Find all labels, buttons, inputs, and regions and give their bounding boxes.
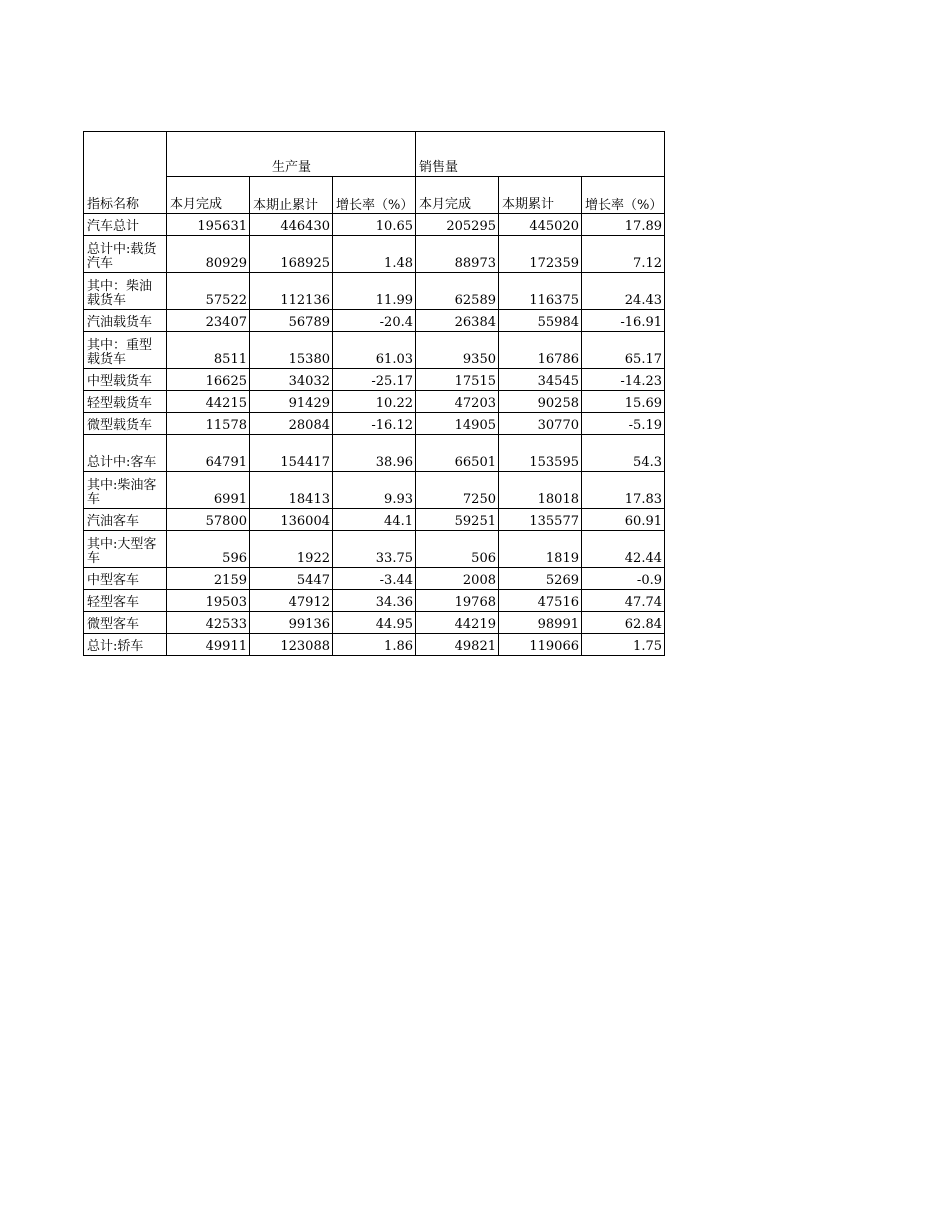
- sales-cumulative-cell[interactable]: 90258: [499, 391, 582, 413]
- sales-month-cell[interactable]: 7250: [416, 472, 499, 509]
- sales-month-cell[interactable]: 205295: [416, 214, 499, 236]
- row-label-cell[interactable]: 总计:轿车: [84, 634, 167, 656]
- row-label-cell[interactable]: 中型载货车: [84, 369, 167, 391]
- sales-cumulative-cell[interactable]: 98991: [499, 612, 582, 634]
- prod-month-cell[interactable]: 80929: [167, 236, 250, 273]
- row-label-cell[interactable]: 汽油载货车: [84, 310, 167, 332]
- row-label-cell[interactable]: 微型客车: [84, 612, 167, 634]
- row-label-cell[interactable]: 轻型客车: [84, 590, 167, 612]
- prod-growth-cell[interactable]: 11.99: [333, 273, 416, 310]
- sales-cumulative-cell[interactable]: 55984: [499, 310, 582, 332]
- prod-cumulative-cell[interactable]: 34032: [250, 369, 333, 391]
- prod-cumulative-cell[interactable]: 18413: [250, 472, 333, 509]
- production-group-header[interactable]: 生产量: [167, 132, 416, 177]
- table-row: [84, 310, 665, 332]
- prod-month-cell[interactable]: 42533: [167, 612, 250, 634]
- prod-growth-cell[interactable]: 38.96: [333, 435, 416, 472]
- prod-month-cell[interactable]: 44215: [167, 391, 250, 413]
- row-label-cell[interactable]: 其中:柴油客车: [84, 472, 167, 509]
- row-label-cell[interactable]: 汽车总计: [84, 214, 167, 236]
- prod-growth-cell[interactable]: 1.86: [333, 634, 416, 656]
- sales-growth-cell[interactable]: -16.91: [582, 310, 665, 332]
- prod-growth-cell[interactable]: 34.36: [333, 590, 416, 612]
- prod-month-cell[interactable]: 16625: [167, 369, 250, 391]
- sales-growth-cell[interactable]: -14.23: [582, 369, 665, 391]
- table-row: [84, 612, 665, 634]
- prod-cumulative-cell[interactable]: 1922: [250, 531, 333, 568]
- table-row: [84, 568, 665, 590]
- prod-cumulative-cell[interactable]: 99136: [250, 612, 333, 634]
- prod-month-cell[interactable]: 8511: [167, 332, 250, 369]
- row-label-cell[interactable]: 总计中:载货汽车: [84, 236, 167, 273]
- prod-cumulative-header[interactable]: 本期止累计: [250, 177, 333, 214]
- sales-cumulative-cell[interactable]: 135577: [499, 509, 582, 531]
- sales-month-cell[interactable]: 59251: [416, 509, 499, 531]
- prod-month-cell[interactable]: 23407: [167, 310, 250, 332]
- prod-month-cell[interactable]: 57522: [167, 273, 250, 310]
- sales-month-cell[interactable]: 47203: [416, 391, 499, 413]
- prod-cumulative-cell[interactable]: 15380: [250, 332, 333, 369]
- sales-cumulative-cell[interactable]: 16786: [499, 332, 582, 369]
- prod-cumulative-cell[interactable]: 154417: [250, 435, 333, 472]
- prod-month-cell[interactable]: 2159: [167, 568, 250, 590]
- table-row: [84, 509, 665, 531]
- sales-month-cell[interactable]: 26384: [416, 310, 499, 332]
- sales-cumulative-cell[interactable]: 1819: [499, 531, 582, 568]
- prod-growth-cell[interactable]: -16.12: [333, 413, 416, 435]
- sales-growth-cell[interactable]: -0.9: [582, 568, 665, 590]
- sales-cumulative-cell[interactable]: 172359: [499, 236, 582, 273]
- prod-month-cell[interactable]: 49911: [167, 634, 250, 656]
- table-row: [84, 214, 665, 236]
- table-row: [84, 332, 665, 369]
- sales-growth-cell[interactable]: 42.44: [582, 531, 665, 568]
- sales-growth-cell[interactable]: 17.89: [582, 214, 665, 236]
- table-row: [84, 236, 665, 273]
- prod-growth-cell[interactable]: -25.17: [333, 369, 416, 391]
- prod-cumulative-cell[interactable]: 112136: [250, 273, 333, 310]
- sales-month-cell[interactable]: 44219: [416, 612, 499, 634]
- sales-cumulative-cell[interactable]: 34545: [499, 369, 582, 391]
- prod-growth-cell[interactable]: 10.65: [333, 214, 416, 236]
- row-label-cell[interactable]: 中型客车: [84, 568, 167, 590]
- sales-month-cell[interactable]: 9350: [416, 332, 499, 369]
- sales-group-header[interactable]: 销售量: [416, 132, 665, 177]
- prod-growth-cell[interactable]: -20.4: [333, 310, 416, 332]
- sales-growth-cell[interactable]: 17.83: [582, 472, 665, 509]
- sales-growth-cell[interactable]: 15.69: [582, 391, 665, 413]
- prod-cumulative-cell[interactable]: 56789: [250, 310, 333, 332]
- sales-cumulative-cell[interactable]: 116375: [499, 273, 582, 310]
- prod-growth-cell[interactable]: 61.03: [333, 332, 416, 369]
- row-label-cell[interactable]: 总计中:客车: [84, 435, 167, 472]
- sales-cumulative-cell[interactable]: 5269: [499, 568, 582, 590]
- sales-cumulative-cell[interactable]: 47516: [499, 590, 582, 612]
- prod-cumulative-cell[interactable]: 91429: [250, 391, 333, 413]
- sales-growth-cell[interactable]: 65.17: [582, 332, 665, 369]
- header-sub-row: [84, 177, 665, 214]
- sales-month-cell[interactable]: 506: [416, 531, 499, 568]
- prod-growth-cell[interactable]: 1.48: [333, 236, 416, 273]
- row-label-cell[interactable]: 汽油客车: [84, 509, 167, 531]
- sales-month-cell[interactable]: 62589: [416, 273, 499, 310]
- table-row: [84, 391, 665, 413]
- sales-growth-cell[interactable]: -5.19: [582, 413, 665, 435]
- prod-growth-cell[interactable]: 9.93: [333, 472, 416, 509]
- prod-cumulative-cell[interactable]: 28084: [250, 413, 333, 435]
- sales-month-cell[interactable]: 19768: [416, 590, 499, 612]
- sales-month-cell[interactable]: 66501: [416, 435, 499, 472]
- table-row: [84, 634, 665, 656]
- indicator-name-header[interactable]: 指标名称: [84, 132, 167, 214]
- prod-growth-cell[interactable]: -3.44: [333, 568, 416, 590]
- prod-month-cell[interactable]: 11578: [167, 413, 250, 435]
- row-label-cell[interactable]: 轻型载货车: [84, 391, 167, 413]
- sales-cumulative-cell[interactable]: 30770: [499, 413, 582, 435]
- sales-cumulative-cell[interactable]: 18018: [499, 472, 582, 509]
- sales-month-cell[interactable]: 14905: [416, 413, 499, 435]
- sales-cumulative-cell[interactable]: 445020: [499, 214, 582, 236]
- row-label-cell[interactable]: 其中：重型载货车: [84, 332, 167, 369]
- prod-growth-cell[interactable]: 10.22: [333, 391, 416, 413]
- row-label-cell[interactable]: 其中：柴油载货车: [84, 273, 167, 310]
- table-row: [84, 472, 665, 509]
- prod-cumulative-cell[interactable]: 5447: [250, 568, 333, 590]
- prod-cumulative-cell[interactable]: 168925: [250, 236, 333, 273]
- header-group-row: [84, 132, 665, 177]
- sales-month-cell[interactable]: 17515: [416, 369, 499, 391]
- prod-month-cell[interactable]: 64791: [167, 435, 250, 472]
- row-label-cell[interactable]: 微型载货车: [84, 413, 167, 435]
- table-row: [84, 531, 665, 568]
- sales-growth-cell[interactable]: 54.3: [582, 435, 665, 472]
- table-row: [84, 590, 665, 612]
- table-row: [84, 273, 665, 310]
- sales-growth-header[interactable]: 增长率（%）: [582, 177, 665, 214]
- sales-growth-cell[interactable]: 24.43: [582, 273, 665, 310]
- prod-growth-cell[interactable]: 44.95: [333, 612, 416, 634]
- sales-cumulative-header[interactable]: 本期累计: [499, 177, 582, 214]
- prod-month-cell[interactable]: 596: [167, 531, 250, 568]
- prod-cumulative-cell[interactable]: 47912: [250, 590, 333, 612]
- prod-cumulative-cell[interactable]: 446430: [250, 214, 333, 236]
- sales-month-cell[interactable]: 49821: [416, 634, 499, 656]
- sales-growth-cell[interactable]: 7.12: [582, 236, 665, 273]
- prod-month-cell[interactable]: 6991: [167, 472, 250, 509]
- sales-month-cell[interactable]: 2008: [416, 568, 499, 590]
- prod-growth-cell[interactable]: 33.75: [333, 531, 416, 568]
- table-row: [84, 369, 665, 391]
- sales-month-header[interactable]: 本月完成: [416, 177, 499, 214]
- sales-growth-cell[interactable]: 47.74: [582, 590, 665, 612]
- prod-growth-cell[interactable]: 44.1: [333, 509, 416, 531]
- row-label-cell[interactable]: 其中:大型客车: [84, 531, 167, 568]
- sales-cumulative-cell[interactable]: 119066: [499, 634, 582, 656]
- sales-growth-cell[interactable]: 1.75: [582, 634, 665, 656]
- prod-growth-header[interactable]: 增长率（%）: [333, 177, 416, 214]
- table-row: [84, 413, 665, 435]
- prod-month-cell[interactable]: 19503: [167, 590, 250, 612]
- production-sales-table: [83, 131, 665, 656]
- table-row: [84, 435, 665, 472]
- sales-cumulative-cell[interactable]: 153595: [499, 435, 582, 472]
- prod-cumulative-cell[interactable]: 123088: [250, 634, 333, 656]
- prod-month-cell[interactable]: 195631: [167, 214, 250, 236]
- prod-month-header[interactable]: 本月完成: [167, 177, 250, 214]
- sales-growth-cell[interactable]: 62.84: [582, 612, 665, 634]
- prod-cumulative-cell[interactable]: 136004: [250, 509, 333, 531]
- sales-month-cell[interactable]: 88973: [416, 236, 499, 273]
- sales-growth-cell[interactable]: 60.91: [582, 509, 665, 531]
- prod-month-cell[interactable]: 57800: [167, 509, 250, 531]
